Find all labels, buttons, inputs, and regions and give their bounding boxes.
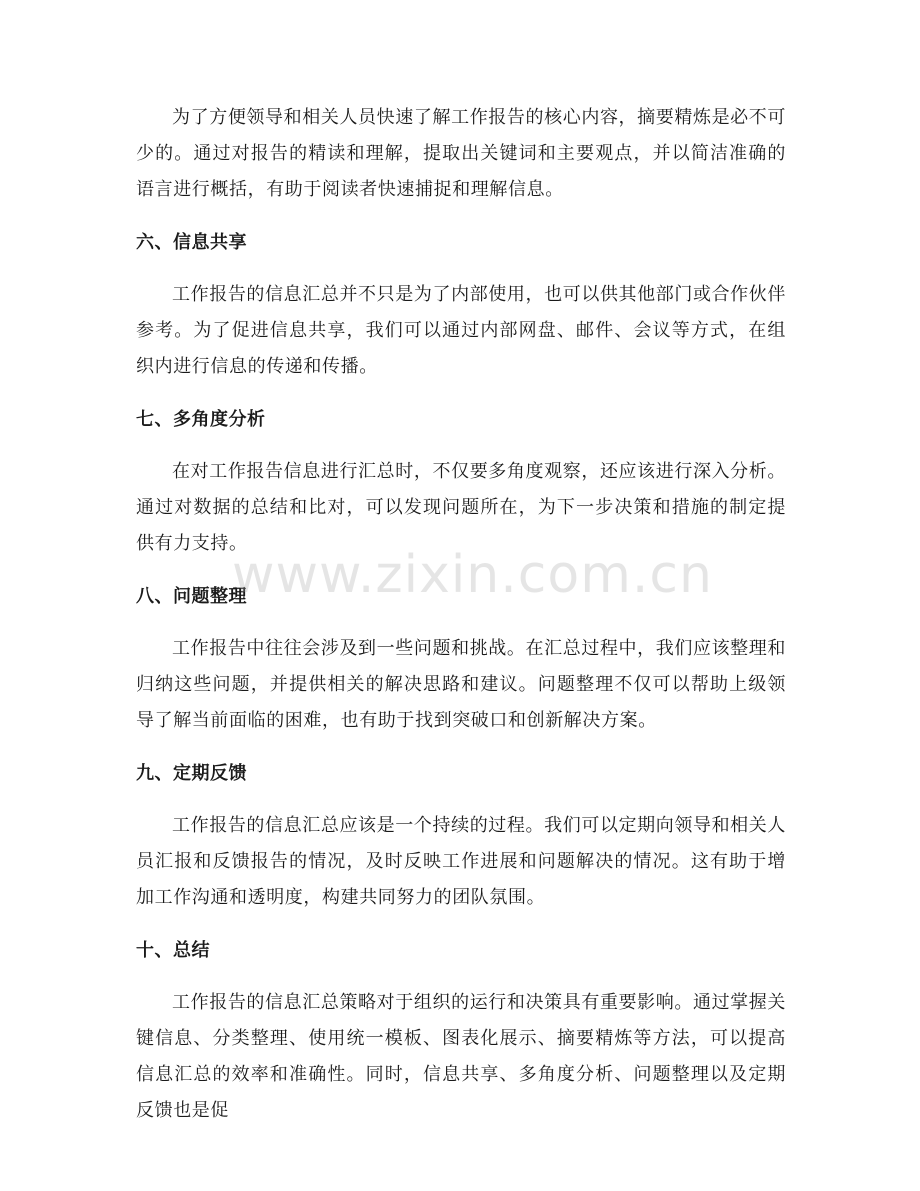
intro-paragraph: 为了方便领导和相关人员快速了解工作报告的核心内容，摘要精炼是必不可少的。通过对报告的精读和理解，提取出关键词和主要观点，并以简洁准确的语言进行概括，有助于阅读者快速捕捉和理解信息。 [136, 107, 786, 200]
document-body [136, 100, 786, 1129]
section-heading-9: 九、定期反馈 [136, 763, 247, 784]
section-paragraph-8: 工作报告中往往会涉及到一些问题和挑战。在汇总过程中，我们应该整理和归纳这些问题，并提供相关的解决思路和建议。问题整理不仅可以帮助上级领导了解当前面临的困难，也有助于找到突破口和创新解决方案。 [136, 638, 786, 731]
section-paragraph-6: 工作报告的信息汇总并不只是为了内部使用，也可以供其他部门或合作伙伴参考。为了促进信息共享，我们可以通过内部网盘、邮件、会议等方式，在组织内进行信息的传递和传播。 [136, 284, 786, 377]
section-paragraph-7: 在对工作报告信息进行汇总时，不仅要多角度观察，还应该进行深入分析。通过对数据的总结和比对，可以发现问题所在，为下一步决策和措施的制定提供有力支持。 [136, 461, 786, 554]
section-heading-8: 八、问题整理 [136, 586, 247, 607]
section-heading-10: 十、总结 [136, 940, 210, 961]
section-heading-6: 六、信息共享 [136, 232, 247, 253]
section-paragraph-10: 工作报告的信息汇总策略对于组织的运行和决策具有重要影响。通过掌握关键信息、分类整理、使用统一模板、图表化展示、摘要精炼等方法，可以提高信息汇总的效率和准确性。同时，信息共享、多角度分析、问题整理以及定期反馈也是促 [136, 992, 786, 1121]
section-heading-7: 七、多角度分析 [136, 409, 266, 430]
watermark-text: www.zixin.com.cn [232, 545, 713, 605]
section-paragraph-9: 工作报告的信息汇总应该是一个持续的过程。我们可以定期向领导和相关人员汇报和反馈报告的情况，及时反映工作进展和问题解决的情况。这有助于增加工作沟通和透明度，构建共同努力的团队氛围。 [136, 815, 786, 908]
